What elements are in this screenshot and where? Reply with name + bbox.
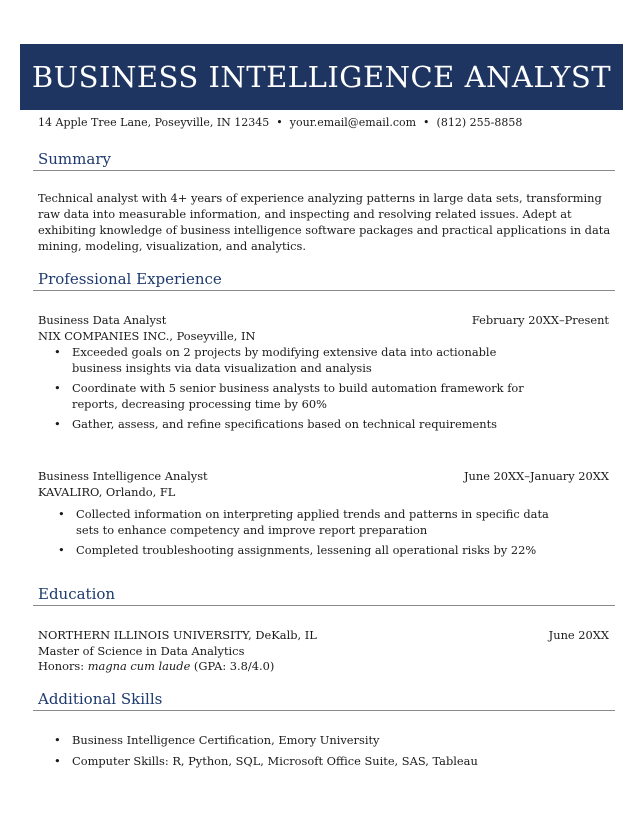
contact-separator: • xyxy=(276,116,283,129)
phone: (812) 255-8858 xyxy=(436,116,523,129)
job-header xyxy=(38,468,609,484)
job-bullets xyxy=(54,344,534,436)
gpa: (GPA: 3.8/4.0) xyxy=(190,659,275,673)
graduation-date: June 20XX xyxy=(548,628,609,642)
email: your.email@email.com xyxy=(289,116,417,129)
honors xyxy=(38,658,274,674)
job-dates: June 20XX–January 20XX xyxy=(463,469,609,483)
job-title: Business Intelligence Analyst xyxy=(38,469,208,483)
contact-separator: • xyxy=(423,116,430,129)
job-company: NIX COMPANIES INC., Poseyville, IN xyxy=(38,329,256,343)
list-item: • Completed troubleshooting assignments, lessening all operational risks by 22% xyxy=(58,542,558,558)
job-title: Business Data Analyst xyxy=(38,313,167,327)
skills-heading: Additional Skills xyxy=(38,690,163,708)
section-divider xyxy=(33,290,615,291)
honors-label: Honors: xyxy=(38,659,88,673)
section-divider xyxy=(33,605,615,606)
experience-heading: Professional Experience xyxy=(38,270,222,288)
degree: Master of Science in Data Analytics xyxy=(38,644,245,658)
list-item: • Coordinate with 5 senior business analysts to build automation framework for reports, decreasing processing time by 60% xyxy=(54,380,534,412)
list-item: • Gather, assess, and refine specifications based on technical requirements xyxy=(54,416,534,432)
list-item: • Exceeded goals on 2 projects by modifying extensive data into actionable business insights via data visualization and analysis xyxy=(54,344,534,376)
job-bullets xyxy=(58,506,558,562)
job-dates: February 20XX–Present xyxy=(471,313,609,327)
honors-value: magna cum laude xyxy=(87,659,191,673)
contact-line xyxy=(38,116,522,129)
section-divider xyxy=(33,170,615,171)
summary-text: Technical analyst with 4+ years of experience analyzing patterns in large data sets, transforming raw data into measurable information, and inspecting and resolving related issues. Adept at exhibiting knowledge of business intelligence software packages and practical applications in data mining, modeling, visualization, and analytics. xyxy=(38,191,611,253)
section-divider xyxy=(33,710,615,711)
resume-title: BUSINESS INTELLIGENCE ANALYST xyxy=(31,60,612,94)
list-item: • Computer Skills: R, Python, SQL, Microsoft Office Suite, SAS, Tableau xyxy=(54,753,574,769)
job-header xyxy=(38,312,609,328)
education-heading: Education xyxy=(38,585,116,603)
job-company: KAVALIRO, Orlando, FL xyxy=(38,485,176,499)
list-item: • Collected information on interpreting applied trends and patterns in specific data sets to enhance competency and improve report preparation xyxy=(58,506,558,538)
list-item: • Business Intelligence Certification, Emory University xyxy=(54,732,574,748)
school-name: NORTHERN ILLINOIS UNIVERSITY, DeKalb, IL xyxy=(38,628,317,642)
name-banner xyxy=(20,44,623,110)
summary-heading: Summary xyxy=(38,150,111,168)
skills-list xyxy=(54,732,574,774)
education-header xyxy=(38,627,609,643)
address: 14 Apple Tree Lane, Poseyville, IN 12345 xyxy=(38,116,270,129)
